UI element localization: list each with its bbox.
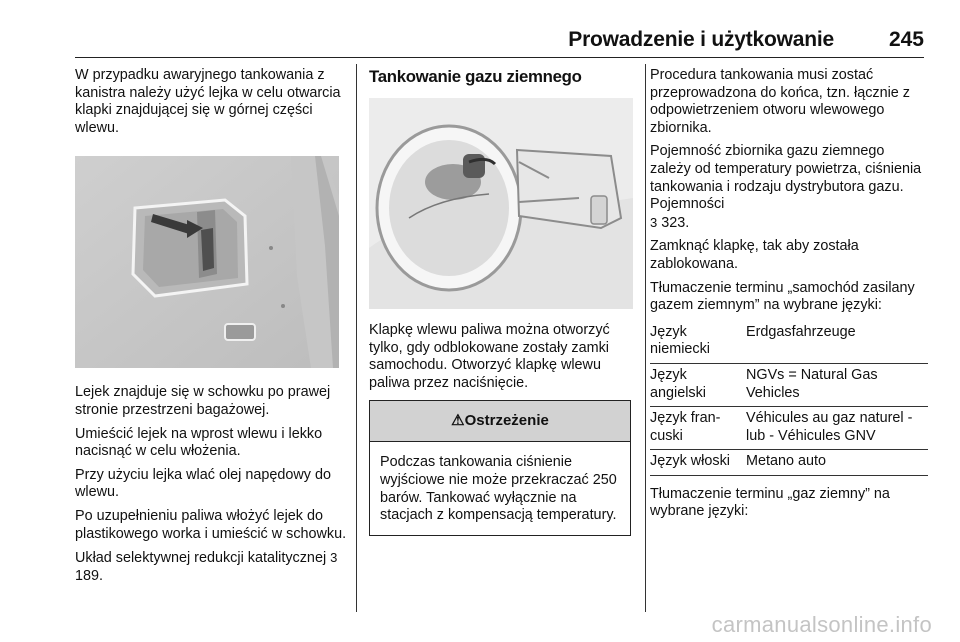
paragraph	[650, 143, 928, 232]
watermark: carmanualsonline.info	[711, 612, 932, 637]
paragraph-text: Pojemność zbiornika gazu ziemnego zależy od temperatury powietrza, ciśnienia tankowania i rodzaju dystrybutora gazu. Pojemności	[650, 143, 922, 213]
table-cell-term: NGVs = Natural Gas Vehicles	[746, 366, 878, 401]
trunk-storage-photo	[75, 156, 339, 368]
header-divider	[75, 57, 924, 58]
table-cell-language: Język włoski	[650, 453, 730, 470]
page-number: 245	[888, 28, 924, 51]
page-ref[interactable]: 189.	[75, 567, 104, 584]
table-cell-term: Erdgasfahrzeuge	[746, 323, 856, 340]
paragraph: Tłumaczenie terminu „gaz ziemny” na wybrane języki:	[650, 485, 890, 520]
paragraph: Tłumaczenie terminu „samochód zasilany gazem ziemnym” na wybrane języki:	[650, 279, 915, 314]
table-cell-language: Język niemiecki	[650, 323, 710, 358]
page-ref-arrow-icon: 3	[650, 214, 658, 230]
table-cell-term: Metano auto	[746, 453, 827, 470]
paragraph: Klapkę wlewu paliwa można otworzyć tylko, gdy odblokowane zostały zamki samochodu. Otworzyć klapkę wlewu paliwa przez naciśnięcie.	[369, 322, 610, 391]
table-cell-language: Język fran-cuski	[650, 410, 721, 444]
warning-text: Podczas tankowania ciśnienie wyjściowe nie może przekraczać 250 barów. Tankować wyłącznie na stacjach z kompensacją temperatury.	[380, 454, 617, 524]
fuel-flap-photo	[369, 98, 633, 309]
paragraph	[75, 549, 347, 585]
paragraph-text: Układ selektywnej redukcji katalitycznej	[75, 550, 327, 567]
paragraph: Przy użyciu lejka wlać olej napędowy do wlewu.	[75, 466, 331, 501]
paragraph: Po uzupełnieniu paliwa włożyć lejek do plastikowego worka i umieścić w schowku.	[75, 507, 347, 542]
page-ref[interactable]: 323.	[661, 214, 690, 231]
paragraph: W przypadku awaryjnego tankowania z kanistra należy użyć lejka w celu otwarcia klapki znajdującej się w górnej części wlewu.	[75, 67, 341, 136]
paragraph: Umieścić lejek na wprost wlewu i lekko nacisnąć w celu włożenia.	[75, 425, 323, 460]
paragraph: Procedura tankowania musi zostać przeprowadzona do końca, tzn. łącznie z odpowietrzeniem otworu wlewowego zbiornika.	[650, 67, 910, 136]
page-ref-arrow-icon: 3	[330, 550, 338, 566]
table-row	[650, 407, 928, 450]
table-cell-language: Język angielski	[650, 366, 706, 401]
table-row	[650, 450, 928, 476]
table-row	[650, 363, 928, 406]
paragraph: Lejek znajduje się w schowku po prawej stronie przestrzeni bagażowej.	[75, 384, 331, 418]
paragraph: Zamknąć klapkę, tak aby została zablokowana.	[650, 238, 859, 272]
page-title: Prowadzenie i użytkowanie	[568, 28, 834, 51]
column-divider-2	[645, 64, 646, 612]
warning-title: Ostrzeżenie	[464, 412, 549, 430]
trunk-storage-illustration	[75, 156, 339, 368]
fuel-flap-illustration	[369, 98, 633, 309]
table-cell-term: Véhicules au gaz naturel - lub - Véhicules GNV	[746, 410, 913, 444]
translation-table	[650, 321, 928, 476]
column-divider-1	[356, 64, 357, 612]
warning-icon: ⚠	[451, 412, 465, 430]
table-row	[650, 321, 928, 364]
warning-header	[370, 401, 630, 442]
column-3	[650, 67, 928, 527]
column-2	[369, 67, 633, 536]
section-heading: Tankowanie gazu ziemnego	[369, 67, 582, 86]
warning-box	[369, 400, 631, 535]
column-1	[75, 67, 347, 591]
